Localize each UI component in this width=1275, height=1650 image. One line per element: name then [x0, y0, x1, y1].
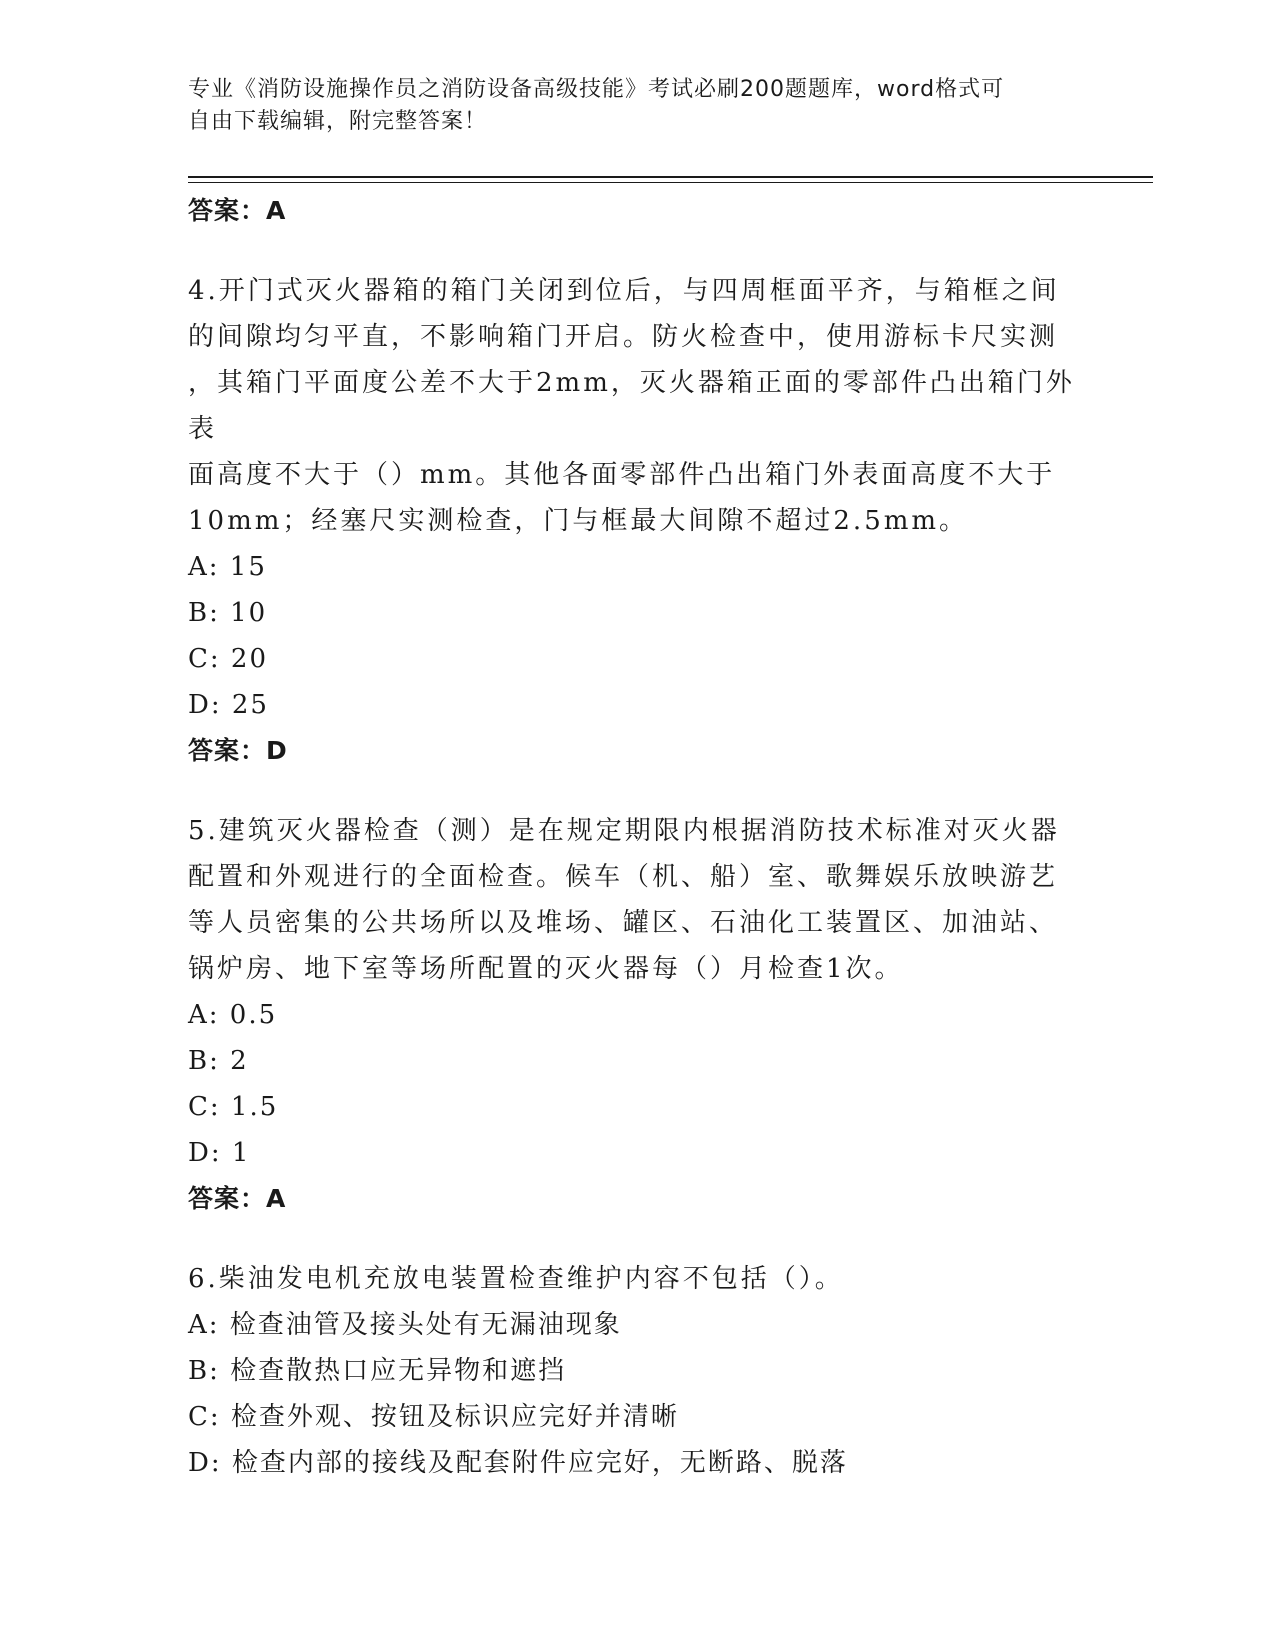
document-header [188, 74, 1068, 138]
question-stem-line: 配置和外观进行的全面检查。候车（机、船）室、歌舞娱乐放映游艺 [188, 862, 1059, 892]
question-stem-line: 4.开门式灭火器箱的箱门关闭到位后，与四周框面平齐，与箱框之间 [188, 276, 1060, 306]
question-list [188, 188, 1088, 1486]
option-a: A: 0.5 [188, 1000, 278, 1030]
question-stem-line: 等人员密集的公共场所以及堆场、罐区、石油化工装置区、加油站、 [188, 908, 1059, 938]
option-c: C: 检查外观、按钮及标识应完好并清晰 [188, 1402, 679, 1432]
question-stem-line: 6.柴油发电机充放电装置检查维护内容不包括（）。 [188, 1264, 844, 1294]
option-d: D: 1 [188, 1138, 251, 1168]
question-block [188, 268, 1088, 774]
option-d: D: 检查内部的接线及配套附件应完好，无断路、脱落 [188, 1448, 848, 1478]
question-stem-line: 锅炉房、地下室等场所配置的灭火器每（）月检查1次。 [188, 954, 904, 984]
question-stem-line: 10mm；经塞尺实测检查，门与框最大间隙不超过2.5mm。 [188, 506, 969, 536]
option-a: A: 检查油管及接头处有无漏油现象 [188, 1310, 622, 1340]
answer-line: 答案：A [188, 196, 287, 225]
header-divider-thin [188, 182, 1153, 183]
answer-line: 答案：A [188, 1184, 287, 1213]
option-d: D: 25 [188, 690, 269, 720]
spacer [188, 1222, 1088, 1256]
header-divider-thick [188, 176, 1153, 178]
option-a: A: 15 [188, 552, 267, 582]
option-b: B: 检查散热口应无异物和遮挡 [188, 1356, 567, 1386]
option-b: B: 2 [188, 1046, 249, 1076]
header-line-2: 自由下载编辑，附完整答案！ [188, 109, 488, 134]
question-stem-line: ，其箱门平面度公差不大于2mm，灭火器箱正面的零部件凸出箱门外表 [188, 368, 1075, 444]
question-stem-line: 5.建筑灭火器检查（测）是在规定期限内根据消防技术标准对灭火器 [188, 816, 1060, 846]
question-stem-line: 的间隙均匀平直，不影响箱门开启。防火检查中，使用游标卡尺实测 [188, 322, 1059, 352]
option-c: C: 1.5 [188, 1092, 279, 1122]
header-line-1: 专业《消防设施操作员之消防设备高级技能》考试必刷200题题库，word格式可 [188, 77, 1005, 102]
option-c: C: 20 [188, 644, 269, 674]
answer-line: 答案：D [188, 736, 288, 765]
question-block [188, 1256, 1088, 1486]
spacer [188, 234, 1088, 268]
option-b: B: 10 [188, 598, 268, 628]
question-block [188, 808, 1088, 1222]
question-stem-line: 面高度不大于（）mm。其他各面零部件凸出箱门外表面高度不大于 [188, 460, 1056, 490]
spacer [188, 774, 1088, 808]
